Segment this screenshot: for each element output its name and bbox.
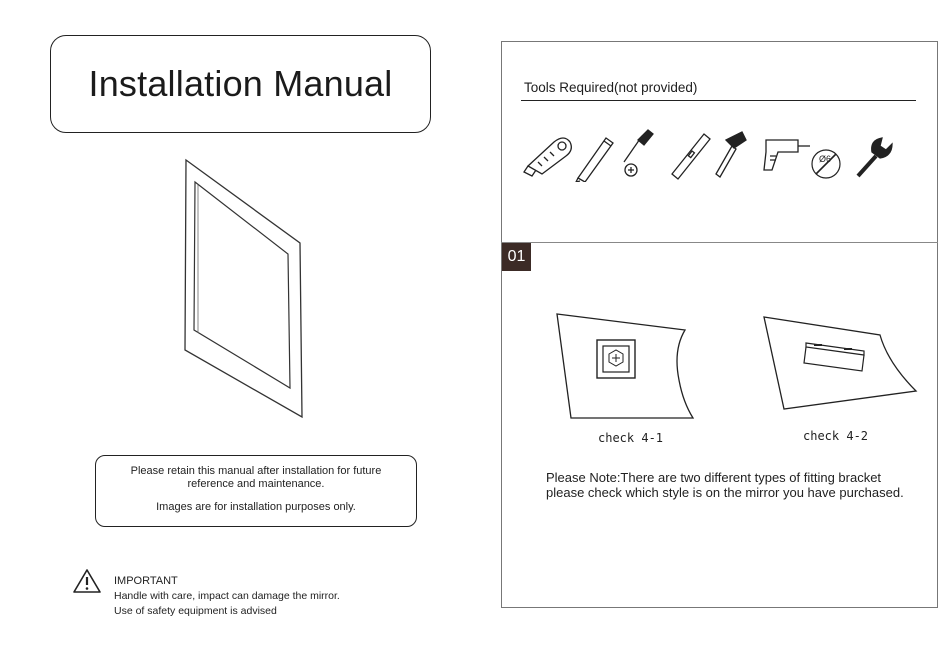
tools-heading: Tools Required(not provided) <box>524 80 698 95</box>
hammer-icon <box>716 132 746 177</box>
bracket-type-a-illustration <box>553 310 698 425</box>
bracket-b-caption: check 4-2 <box>803 429 869 443</box>
drill-icon <box>764 140 810 170</box>
panel-divider <box>501 242 938 243</box>
important-line-2: Use of safety equipment is advised <box>114 605 277 617</box>
screwdriver-icon <box>624 130 653 176</box>
drill-bit-diagram <box>812 150 840 178</box>
retain-note-box <box>95 455 417 527</box>
wrench-icon <box>858 138 892 176</box>
mirror-illustration <box>180 155 305 420</box>
important-heading: IMPORTANT <box>114 575 178 587</box>
important-line-1: Handle with care, impact can damage the mirror. <box>114 590 340 602</box>
pencil-icon <box>576 138 613 182</box>
bracket-note-line-2: please check which style is on the mirror you have purchased. <box>546 485 904 500</box>
manual-title: Installation Manual <box>88 63 393 104</box>
title-box <box>50 35 431 133</box>
images-note-text: Images are for installation purposes only. <box>156 501 356 513</box>
step-number-badge: 01 <box>502 243 531 271</box>
retain-note-text: Please retain this manual after installation for future reference and maintenance. <box>130 465 382 490</box>
bracket-type-b-illustration <box>760 313 920 413</box>
important-notice <box>114 574 340 619</box>
bracket-a-caption: check 4-1 <box>598 431 664 445</box>
bracket-note <box>546 470 904 500</box>
tape-measure-icon <box>524 138 571 176</box>
heading-underline <box>521 100 916 101</box>
warning-icon <box>72 568 102 594</box>
tools-row <box>520 126 900 182</box>
drill-bit-size: Ø6 <box>819 154 832 164</box>
bracket-note-line-1: Please Note:There are two different types of fitting bracket <box>546 470 882 485</box>
spirit-level-icon <box>672 134 710 179</box>
